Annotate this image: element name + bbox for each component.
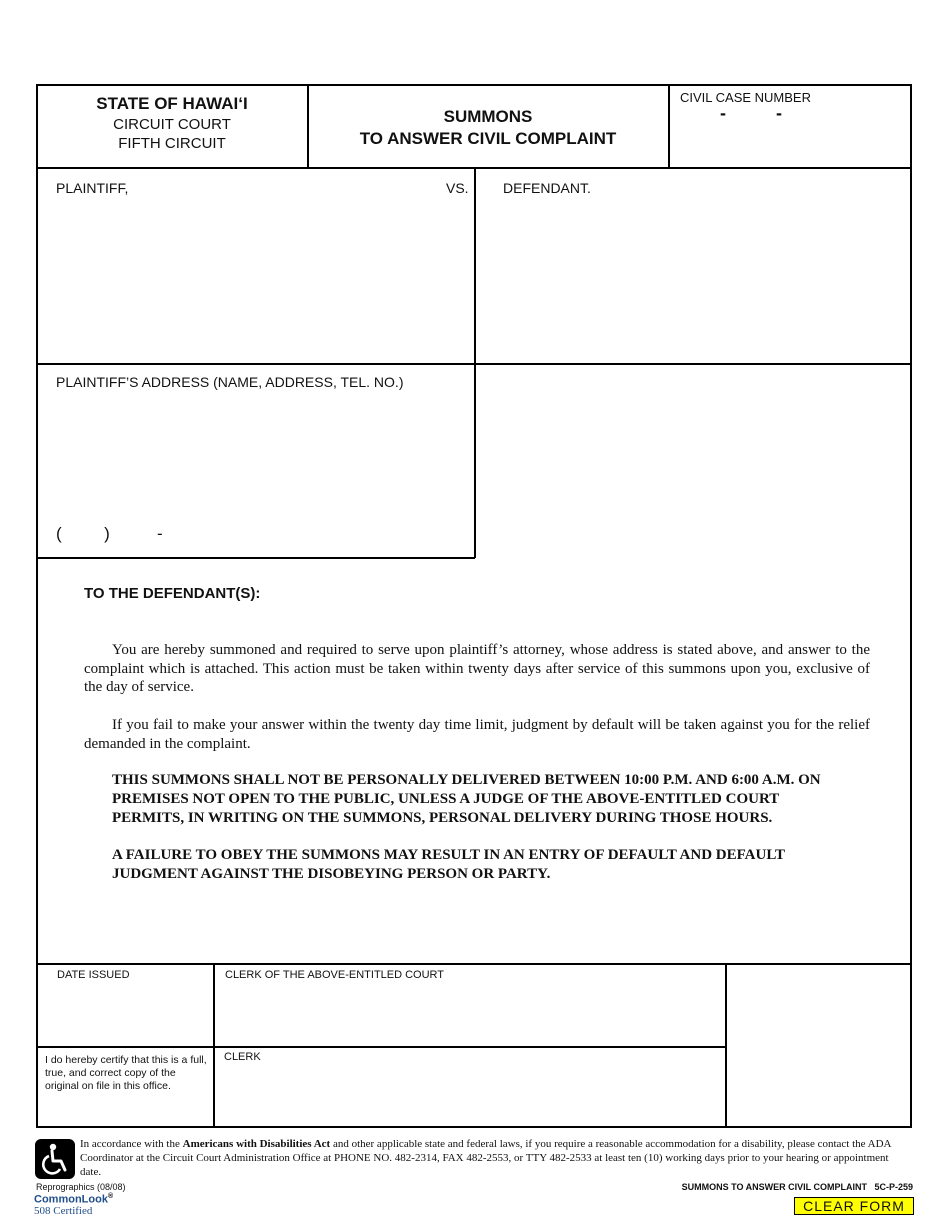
signature-middle-rule xyxy=(37,1046,726,1048)
defendants-heading: TO THE DEFENDANT(S): xyxy=(84,585,261,602)
commonlook-mark: ® xyxy=(107,1193,114,1200)
ada-prefix: In accordance with the xyxy=(80,1138,183,1150)
clerk-label: CLERK xyxy=(224,1051,261,1063)
accessibility-icon xyxy=(35,1139,75,1179)
date-issued-label: DATE ISSUED xyxy=(57,969,130,981)
form-title-line1: SUMMONS xyxy=(443,107,533,126)
signature-top-rule xyxy=(37,963,911,965)
case-number-field[interactable]: - - xyxy=(720,103,782,123)
seal-area xyxy=(728,966,910,1126)
ada-act-name: Americans with Disabilities Act xyxy=(182,1138,331,1150)
case-number-label: CIVIL CASE NUMBER xyxy=(680,90,811,105)
address-bottom-rule xyxy=(37,557,475,559)
certified-label: 508 Certified xyxy=(34,1205,93,1217)
clerk-court-label: CLERK OF THE ABOVE-ENTITLED COURT xyxy=(225,969,445,981)
ada-notice xyxy=(80,1137,908,1179)
summons-paragraph-2: If you fail to make your answer within the twenty day time limit, judgment by default will be taken against you for the relief demanded in the complaint. xyxy=(84,717,870,752)
date-issued-field[interactable] xyxy=(40,985,210,1043)
plaintiff-field[interactable] xyxy=(40,200,470,358)
clear-form-button[interactable]: CLEAR FORM xyxy=(794,1197,914,1215)
defendant-field[interactable] xyxy=(480,200,908,358)
summons-paragraph-1: You are hereby summoned and required to serve upon plaintiff’s attorney, whose address is stated above, and answer to the complaint which is attached. This action must be taken within twenty days after service of this summons upon you, exclusive of the day of service. xyxy=(84,642,870,695)
header-divider-2 xyxy=(668,85,670,168)
plaintiff-phone-field[interactable]: ( ) - xyxy=(56,524,163,543)
state-name: STATE OF HAWAI‘I xyxy=(96,94,248,113)
defendant-label: DEFENDANT. xyxy=(503,180,591,196)
vs-label: VS. xyxy=(446,180,469,196)
circuit-name: FIFTH CIRCUIT xyxy=(118,135,226,152)
commonlook-logo xyxy=(34,1193,113,1206)
certify-text: I do hereby certify that this is a full, true, and correct copy of the original on file in this office. xyxy=(45,1054,207,1092)
ada-suffix: and other applicable state and federal laws, if you require a reasonable accommodation for a disability, please contact the ADA Coordinator at the Circuit Court Administration Office at PHONE NO. 482-2314, FAX 482-2553, or TTY 482-2533 at least ten (10) working days prior to your hearing or appointment date. xyxy=(80,1138,891,1178)
form-title-line2: TO ANSWER CIVIL COMPLAINT xyxy=(359,129,617,148)
court-name: CIRCUIT COURT xyxy=(113,116,231,133)
delivery-warning: THIS SUMMONS SHALL NOT BE PERSONALLY DELIVERED BETWEEN 10:00 P.M. AND 6:00 A.M. ON PREMISES NOT OPEN TO THE PUBLIC, UNLESS A JUDGE OF THE ABOVE-ENTITLED COURT PERMITS, IN WRITING ON THE SUMMONS, PERSONAL DELIVERY DURING THOSE HOURS. xyxy=(112,772,821,826)
commonlook-name: CommonLook xyxy=(34,1193,108,1206)
form-id: SUMMONS TO ANSWER CIVIL COMPLAINT 5C-P-259 xyxy=(681,1182,913,1192)
plaintiff-label: PLAINTIFF, xyxy=(56,180,129,196)
reprographics-label: Reprographics (08/08) xyxy=(36,1182,126,1192)
plaintiff-address-field[interactable] xyxy=(40,394,470,514)
parties-bottom-rule xyxy=(37,363,911,365)
plaintiff-address-label: PLAINTIFF’S ADDRESS (NAME, ADDRESS, TEL. NO.) xyxy=(56,374,404,390)
default-warning: A FAILURE TO OBEY THE SUMMONS MAY RESULT IN AN ENTRY OF DEFAULT AND DEFAULT JUDGMENT AGAINST THE DISOBEYING PERSON OR PARTY. xyxy=(112,847,785,882)
